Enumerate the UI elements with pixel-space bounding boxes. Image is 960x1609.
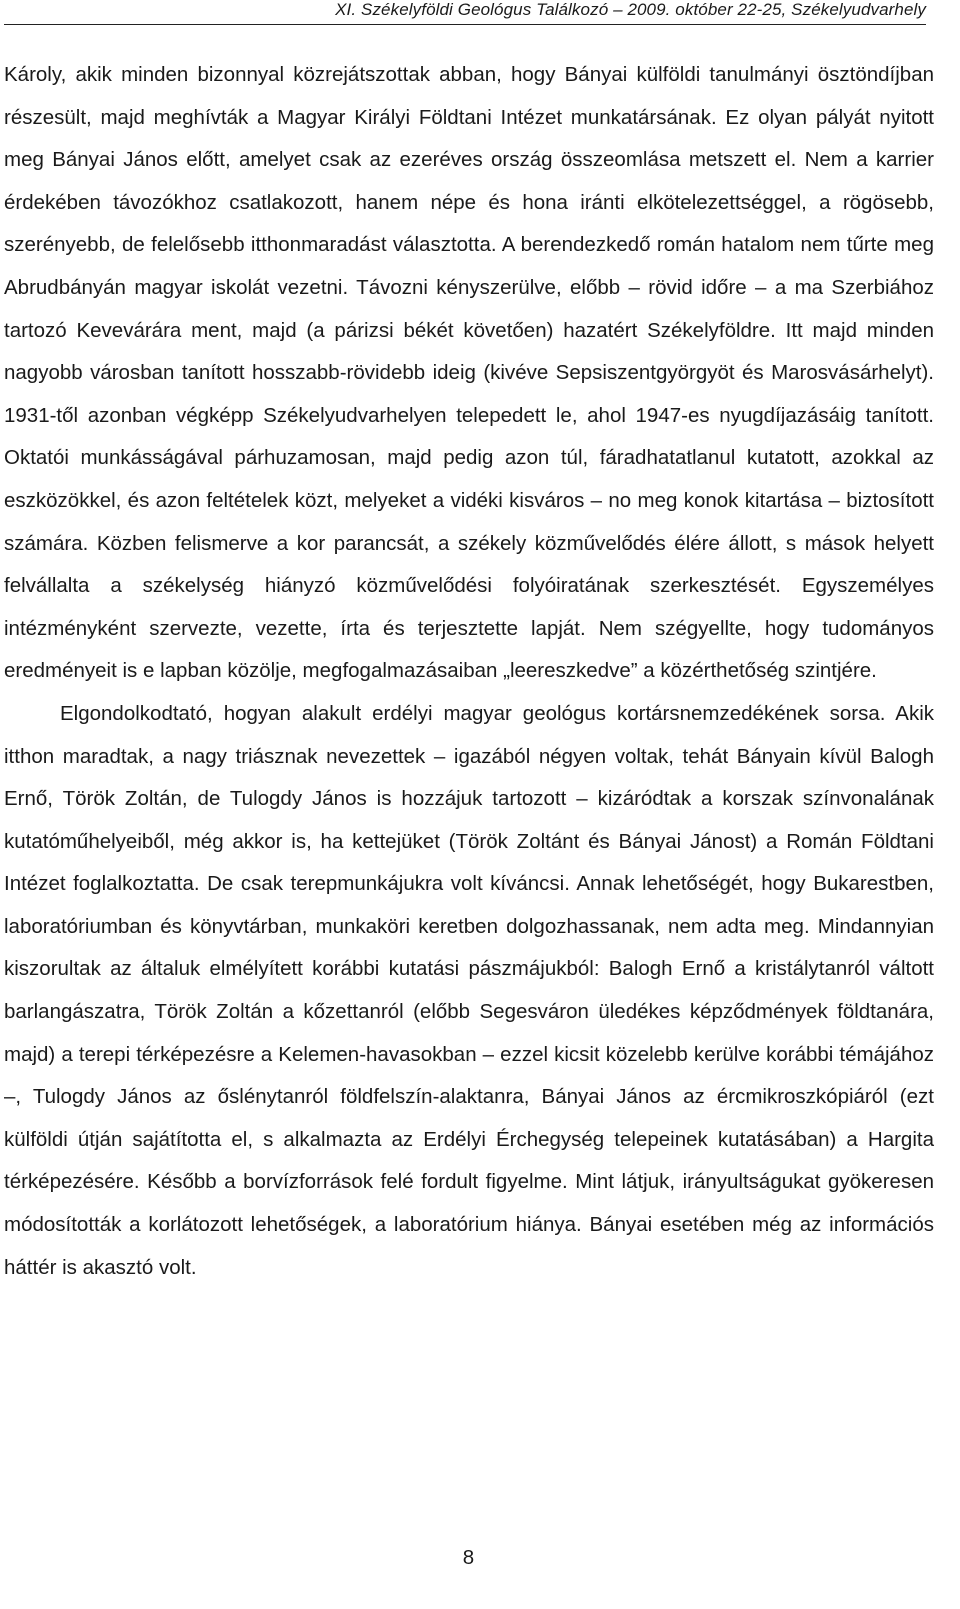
paragraph-1: Károly, akik minden bizonnyal közrejátszottak abban, hogy Bányai külföldi tanulmányi ösztöndíjban részesült, majd meghívták a Magyar Királyi Földtani Intézet munkatársának. Ez olyan pályát nyitott meg Bányai János előtt, amelyet csak az ezeréves ország összeomlása metszett el. Nem a karrier érdekében távozókhoz csatlakozott, hanem népe és hona iránti elkötelezettséggel, a rögösebb, szerényebb, de felelősebb itthonmaradást választotta. A berendezkedő román hatalom nem tűrte meg Abrudbányán magyar iskolát vezetni. Távozni kényszerülve, előbb – rövid időre – a ma Szerbiához tartozó Kevevárára ment, majd (a párizsi békét követően) hazatért Székelyföldre. Itt majd minden nagyobb városban tanított hosszabb-rövidebb ideig (kivéve Sepsiszentgyörgyöt és Marosvásárhelyt). 1931-től azonban végképp Székelyudvarhelyen telepedett le, ahol 1947-es nyugdíjazásáig tanított. Oktatói munkásságával párhuzamosan, majd pedig azon túl, fáradhatatlanul kutatott, azokkal az eszközökkel, és azon feltételek közt, melyeket a vidéki kisváros – no meg konok kitartása – biztosított számára. Közben felismerve a kor parancsát, a székely közművelődés élére állott, s mások helyett felvállalta a székelység hiányzó közművelődési folyóiratának szerkesztését. Egyszemélyes intézményként szervezte, vezette, írta és terjesztette lapját. Nem szégyellte, hogy tudományos eredményeit is e lapban közölje, megfogalmazásaiban „leereszkedve” a közérthetőség szintjére.	[4, 63, 934, 683]
paragraph-2: Elgondolkodtató, hogyan alakult erdélyi magyar geológus kortársnemzedékének sorsa. Akik itthon maradtak, a nagy triásznak nevezettek – igazából négyen voltak, tehát Bányain kívül Balogh Ernő, Török Zoltán, de Tulogdy János is hozzájuk tartozott – kizáródtak a korszak színvonalának kutatóműhelyeiből, még akkor is, ha kettejüket (Török Zoltánt és Bányai Jánost) a Román Földtani Intézet foglalkoztatta. De csak terepmunkájukra volt kíváncsi. Annak lehetőségét, hogy Bukarestben, laboratóriumban és könyvtárban, munkaköri keretben dolgozhassanak, nem adta meg. Mindannyian kiszorultak az általuk elmélyített korábbi kutatási pászmájukból: Balogh Ernő a kristálytanról váltott barlangászatra, Török Zoltán a kőzettanról (előbb Segesváron üledékes képződmények földtanára, majd) a terepi térképezésre a Kelemen-havasokban – ezzel kicsit közelebb kerülve korábbi témájához –, Tulogdy János az őslénytanról földfelszín-alaktanra, Bányai János az ércmikroszkópiáról (ezt külföldi útján sajátította el, s alkalmazta az Erdélyi Érchegység telepeinek kutatásában) a Hargita térképezésére. Később a borvízforrások felé fordult figyelme. Mint látjuk, irányultságukat gyökeresen módosították a korlátozott lehetőségek, a laboratórium hiánya. Bányai esetében még az információs háttér is akasztó volt.	[4, 701, 934, 1279]
header-title: XI. Székelyföldi Geológus Találkozó – 2009. október 22-25, Székelyudvarhely	[335, 0, 926, 19]
page-number: 8	[462, 1546, 475, 1569]
body-text	[4, 54, 934, 1289]
running-header	[4, 0, 926, 25]
